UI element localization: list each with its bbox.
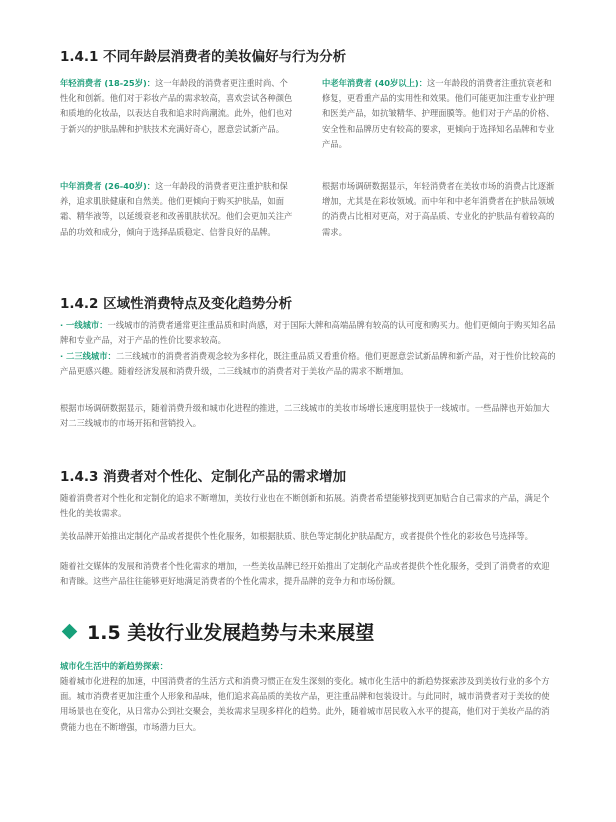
- tier1-city-paragraph: [60, 318, 556, 348]
- age-research-paragraph: 根据市场调研数据显示，年轻消费者在美妆市场的消费占比逐渐增加，尤其是在彩妆领域。而中年和中老年消费者在护肤品领域的消费占比相对更高，对于高品质、专业化的护肤品有着较高的需求。: [322, 181, 555, 237]
- tier23-city-text: 二三线城市的消费者消费观念较为多样化，既注重品质又看重价格。他们更愿意尝试新品牌和新产品，对于性价比较高的产品更感兴趣。随着经济发展和消费升级，二三线城市的消费者对于美妆产品的需求不断增加。: [60, 351, 556, 377]
- young-consumers-paragraph: [60, 76, 296, 137]
- elder-consumers-text: 这一年龄段的消费者注重抗衰老和修复，更看重产品的实用性和效果。他们可能更加注重专业护理和医美产品，如抗皱精华、护理面膜等。他们对于产品的价格、安全性和品牌历史有较高的要求，更倾向于选择知名品牌和专业产品。: [322, 78, 555, 149]
- urbanization-trend-label-text: 城市化生活中的新趋势探索：: [60, 661, 168, 671]
- tier23-city-paragraph: [60, 349, 556, 379]
- personalization-paragraph-2: 美妆品牌开始推出定制化产品或者提供个性化服务，如根据肤质、肤色等定制化护肤品配方，或者提供个性化的彩妆色号选择等。: [60, 531, 533, 541]
- tier1-city-label: · 一线城市：: [60, 320, 108, 330]
- tier23-city-label: · 二三线城市：: [60, 351, 116, 361]
- young-consumers-text: 这一年龄段的消费者更注重时尚、个性化和创新。他们对于彩妆产品的需求较高，喜欢尝试各种颜色和质地的化妆品，以表达自我和追求时尚潮流。此外，他们也对于新兴的护肤品牌和护肤技术充满好奇心，愿意尝试新产品。: [60, 78, 293, 134]
- middle-aged-consumers-text: 这一年龄段的消费者更注重护肤和保养，追求肌肤健康和自然美。他们更倾向于购买护肤品，如面霜、精华液等，以延缓衰老和改善肌肤状况。他们会更加关注产品的功效和成分，倾向于选择品质稳定、信誉良好的品牌。: [60, 181, 293, 237]
- chapter-heading-1-5: [60, 618, 374, 645]
- elder-consumers-paragraph: [322, 76, 556, 152]
- middle-aged-consumers-paragraph: [60, 179, 296, 240]
- regional-research-paragraph: 根据市场调研数据显示，随着消费升级和城市化进程的推进，二三线城市的美妆市场增长速度明显快于一线城市。一些品牌也开始加大对二三线城市的市场开拓和营销投入。: [60, 403, 550, 429]
- elder-consumers-label: 中老年消费者 (40岁以上)：: [322, 78, 427, 88]
- urbanization-trend-paragraph: 随着城市化进程的加速，中国消费者的生活方式和消费习惯正在发生深刻的变化。城市化生活中的新趋势探索涉及到美妆行业的多个方面。城市消费者更加注重个人形象和品味，他们追求高品质的美妆产品，更注重品牌和包装设计。与此同时，城市消费者对于美妆的使用场景也在变化，从日常办公到社交聚会，美妆需求呈现多样化的趋势。此外，随着城市居民收入水平的提高，他们对于美妆产品的消费能力也在不断增强，市场潜力巨大。: [60, 676, 550, 732]
- section-heading-1-4-2: 1.4.2 区域性消费特点及变化趋势分析: [60, 296, 293, 312]
- young-consumers-label: 年轻消费者 (18-25岁)：: [60, 78, 156, 88]
- middle-aged-consumers-label: 中年消费者 (26-40岁)：: [60, 181, 156, 191]
- section-heading-1-4-3: 1.4.3 消费者对个性化、定制化产品的需求增加: [60, 469, 347, 485]
- personalization-paragraph-3: 随着社交媒体的发展和消费者个性化需求的增加，一些美妆品牌已经开始推出了定制化产品或者提供个性化服务，受到了消费者的欢迎和青睐。这些产品往往能够更好地满足消费者的个性化需求，提升品牌的竞争力和市场份额。: [60, 561, 550, 587]
- personalization-paragraph-1: 随着消费者对个性化和定制化的追求不断增加，美妆行业也在不断创新和拓展。消费者希望能够找到更加贴合自己需求的产品，满足个性化的美妆需求。: [60, 493, 550, 519]
- section-heading-1-4-1: 1.4.1 不同年龄层消费者的美妆偏好与行为分析: [60, 49, 347, 65]
- tier1-city-text: 一线城市的消费者通常更注重品质和时尚感，对于国际大牌和高端品牌有较高的认可度和购买力。他们更倾向于购买知名品牌和专业产品，对于产品的性价比要求较高。: [60, 320, 556, 346]
- diamond-bullet-icon: [62, 624, 78, 640]
- urbanization-trend-label: [60, 659, 556, 674]
- chapter-heading-1-5-text: 1.5 美妆行业发展趋势与未来展望: [87, 622, 375, 644]
